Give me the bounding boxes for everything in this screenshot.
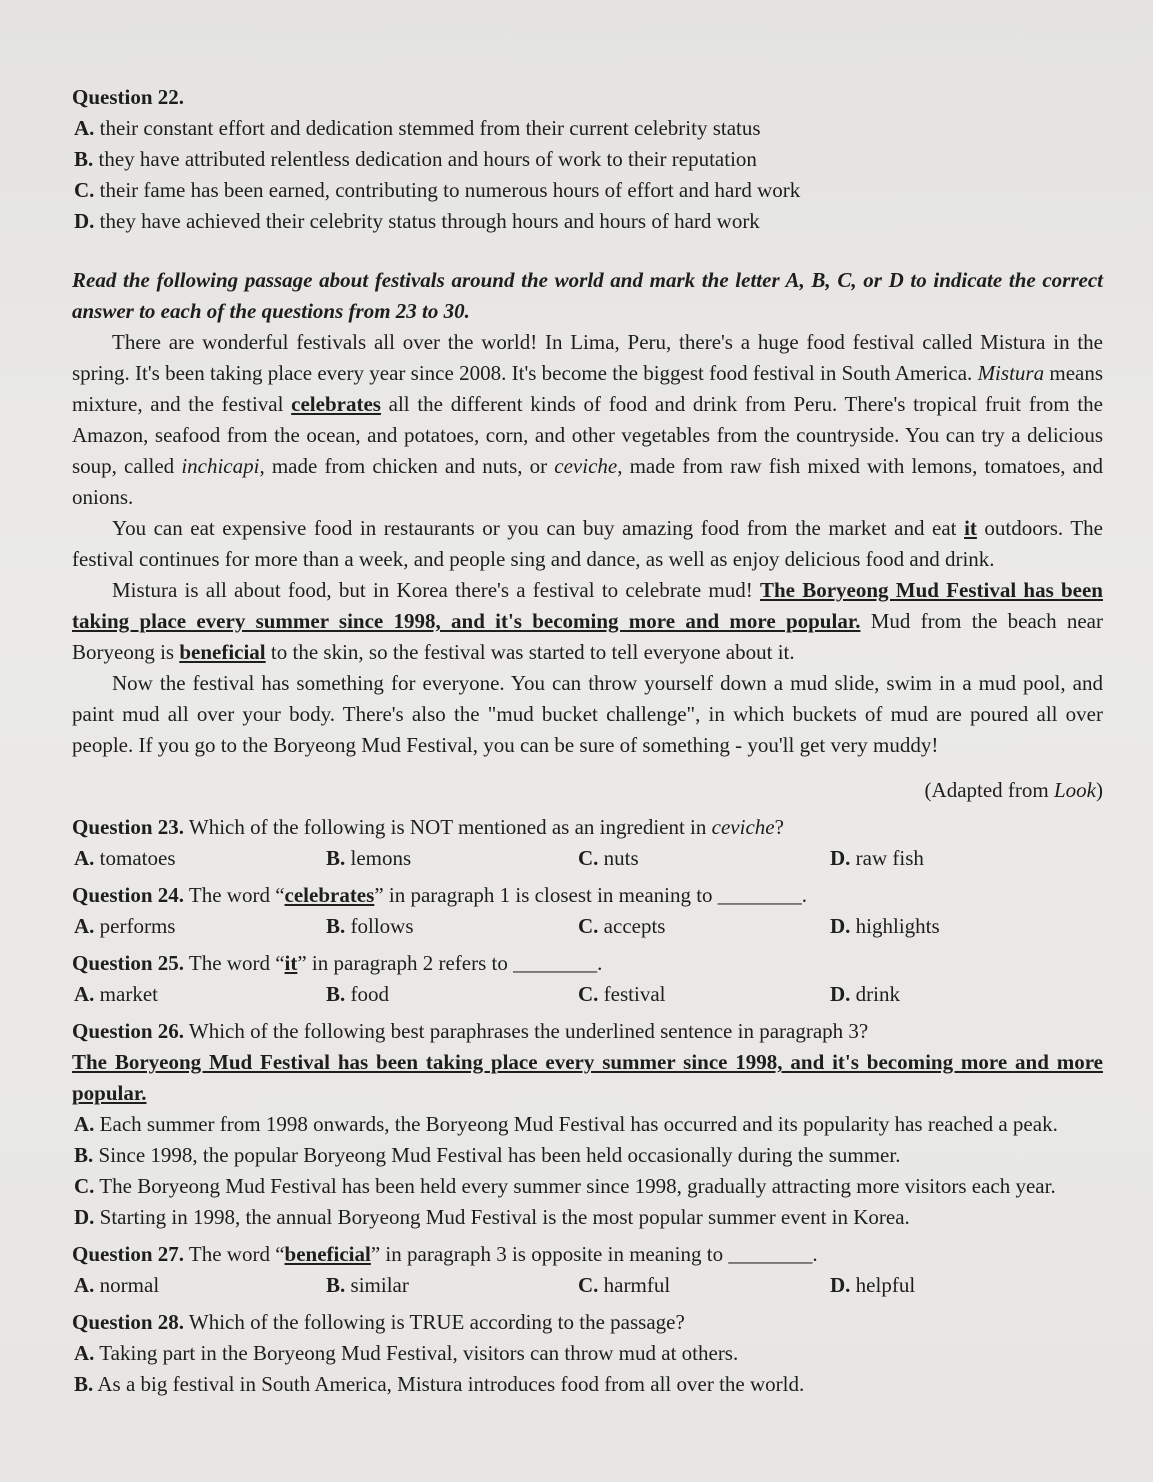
option-24b: B. follows bbox=[326, 914, 414, 938]
option-23b: B. lemons bbox=[326, 846, 412, 870]
underlined-sentence: The Boryeong Mud Festival has been taking place every summer since 1998, and it's becoming more and more popular. bbox=[72, 578, 1103, 633]
word-it: it bbox=[964, 516, 977, 540]
question-26-stem: Question 26. Which of the following best paraphrases the underlined sentence in paragraph 3? bbox=[72, 1019, 869, 1043]
question-28 bbox=[72, 1307, 1103, 1400]
option-23c: C. nuts bbox=[578, 846, 639, 870]
paragraph-1: There are wonderful festivals all over the world! In Lima, Peru, there's a huge food festival called Mistura in the spring. It's been taking place every year since 2008. It's become the biggest food festival in South America. Mistura means mixture, and the festival celebrates all the different kinds of food and drink from Peru. There's tropical fruit from the Amazon, seafood from the ocean, and potatoes, corn, and other vegetables from the countryside. You can try a delicious soup, called inchicapi, made from chicken and nuts, or ceviche, made from raw fish mixed with lemons, tomatoes, and onions. bbox=[72, 330, 1104, 509]
question-22-title: Question 22. bbox=[72, 85, 185, 109]
reading-passage bbox=[72, 327, 1103, 806]
question-24-stem: Question 24. The word “celebrates” in paragraph 1 is closest in meaning to ________. bbox=[72, 883, 808, 907]
option-25d: D. drink bbox=[830, 982, 900, 1006]
question-23-options bbox=[72, 843, 1103, 874]
option-25c: C. festival bbox=[578, 982, 666, 1006]
question-25 bbox=[72, 948, 1103, 1010]
option-27a: A. normal bbox=[74, 1273, 160, 1297]
question-27-stem: Question 27. The word “beneficial” in paragraph 3 is opposite in meaning to ________. bbox=[72, 1242, 818, 1266]
option-23a: A. tomatoes bbox=[74, 846, 176, 870]
option-26b: B. Since 1998, the popular Boryeong Mud Festival has been held occasionally during the summer. bbox=[74, 1143, 901, 1167]
option-22c: C. their fame has been earned, contributing to numerous hours of effort and hard work bbox=[74, 178, 801, 202]
option-23d: D. raw fish bbox=[830, 846, 924, 870]
question-27 bbox=[72, 1239, 1103, 1301]
option-28a: A. Taking part in the Boryeong Mud Festival, visitors can throw mud at others. bbox=[74, 1341, 739, 1365]
word-beneficial: beneficial bbox=[179, 640, 266, 664]
option-26d: D. Starting in 1998, the annual Boryeong Mud Festival is the most popular summer event in Korea. bbox=[74, 1205, 910, 1229]
question-26-quote: The Boryeong Mud Festival has been taking place every summer since 1998, and it's becoming more and more popular. bbox=[72, 1050, 1103, 1105]
question-23-stem: Question 23. Which of the following is NOT mentioned as an ingredient in ceviche? bbox=[72, 815, 784, 839]
option-25a: A. market bbox=[74, 982, 158, 1006]
question-27-options bbox=[72, 1270, 1103, 1301]
question-23 bbox=[72, 812, 1103, 874]
question-26 bbox=[72, 1016, 1103, 1233]
option-27c: C. harmful bbox=[578, 1273, 671, 1297]
option-24d: D. highlights bbox=[830, 914, 940, 938]
option-24a: A. performs bbox=[74, 914, 176, 938]
paragraph-3: Mistura is all about food, but in Korea there's a festival to celebrate mud! The Boryeong Mud Festival has been taking place every summer since 1998, and it's becoming more and more popular. Mud from the beach near Boryeong is beneficial to the skin, so the festival was started to tell everyone about it. bbox=[72, 578, 1103, 664]
question-24-options bbox=[72, 911, 1103, 942]
question-25-stem: Question 25. The word “it” in paragraph 2 refers to ________. bbox=[72, 951, 603, 975]
option-22a: A. their constant effort and dedication stemmed from their current celebrity status bbox=[74, 116, 761, 140]
option-24c: C. accepts bbox=[578, 914, 666, 938]
reading-instructions: Read the following passage about festivals around the world and mark the letter A, B, C, or D to indicate the correct answer to each of the questions from 23 to 30. bbox=[72, 268, 1103, 323]
passage-source: (Adapted from Look) bbox=[924, 778, 1103, 802]
option-25b: B. food bbox=[326, 982, 390, 1006]
option-22b: B. they have attributed relentless dedication and hours of work to their reputation bbox=[74, 147, 757, 171]
question-28-stem: Question 28. Which of the following is TRUE according to the passage? bbox=[72, 1310, 685, 1334]
option-22d: D. they have achieved their celebrity status through hours and hours of hard work bbox=[74, 209, 760, 233]
option-28b: B. As a big festival in South America, Mistura introduces food from all over the world. bbox=[74, 1372, 805, 1396]
word-celebrates: celebrates bbox=[291, 392, 381, 416]
option-27b: B. similar bbox=[326, 1273, 409, 1297]
question-22 bbox=[72, 82, 1103, 237]
paragraph-4: Now the festival has something for everyone. You can throw yourself down a mud slide, swim in a mud pool, and paint mud all over your body. There's also the "mud bucket challenge", in which buckets of mud are poured all over people. If you go to the Boryeong Mud Festival, you can be sure of something - you'll get very muddy! bbox=[72, 671, 1103, 757]
option-26a: A. Each summer from 1998 onwards, the Boryeong Mud Festival has occurred and its popularity has reached a peak. bbox=[74, 1112, 1058, 1136]
question-25-options bbox=[72, 979, 1103, 1010]
question-24 bbox=[72, 880, 1103, 942]
option-27d: D. helpful bbox=[830, 1273, 916, 1297]
paragraph-2: You can eat expensive food in restaurants or you can buy amazing food from the market and eat it outdoors. The festival continues for more than a week, and people sing and dance, as well as enjoy delicious food and drink. bbox=[72, 516, 1103, 571]
option-26c: C. The Boryeong Mud Festival has been held every summer since 1998, gradually attracting more visitors each year. bbox=[74, 1174, 1056, 1198]
